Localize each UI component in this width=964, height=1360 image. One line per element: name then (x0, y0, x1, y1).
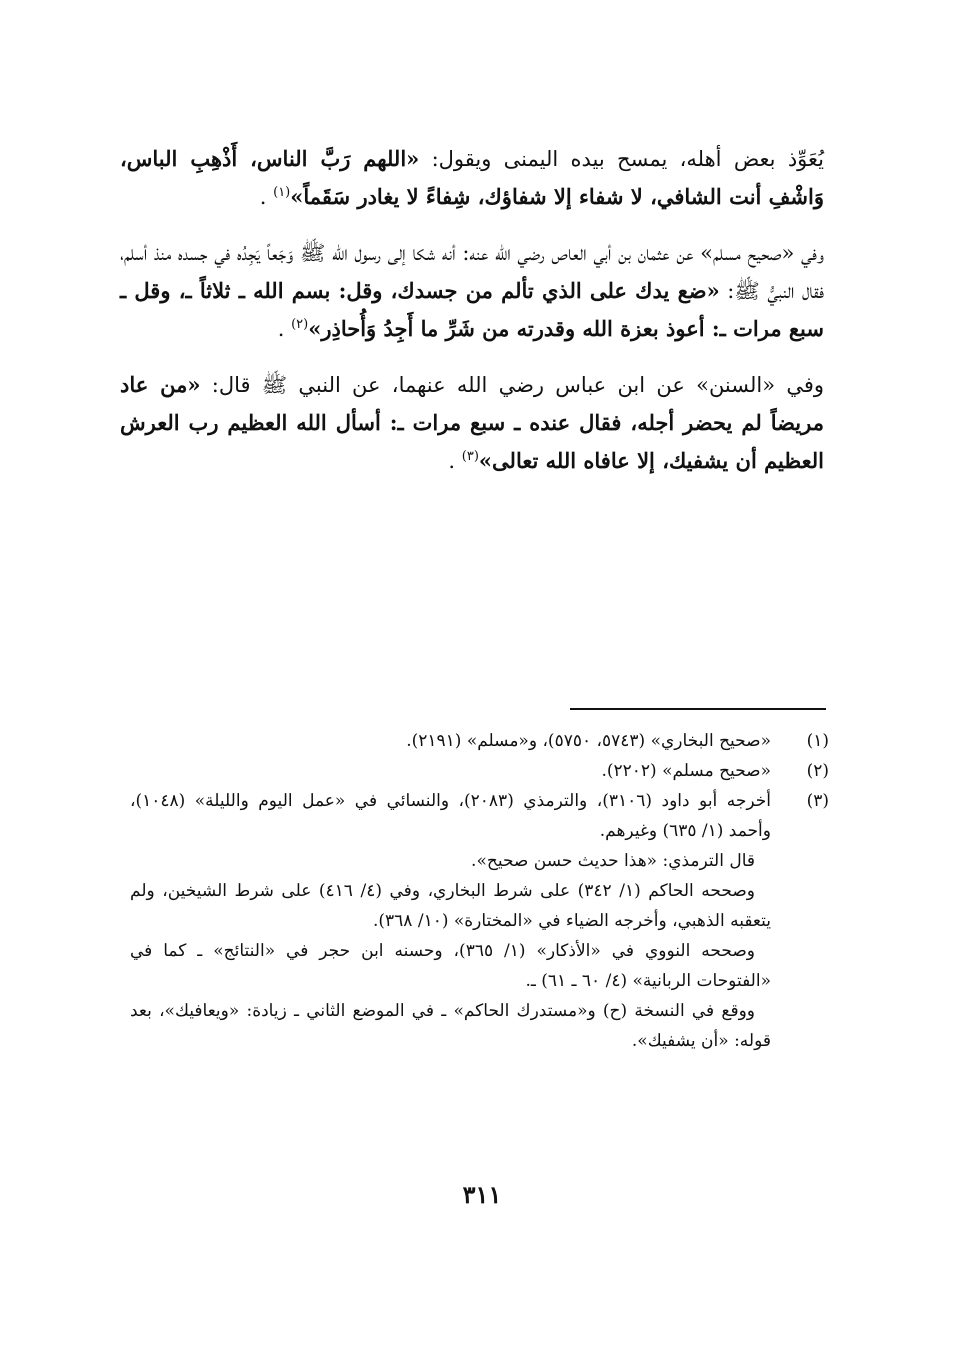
paragraph-1 (120, 140, 824, 216)
footnote-3-hakim: وصححه الحاكم (١/ ٣٤٢) على شرط البخاري، وفي (٤/ ٤١٦) على شرط الشيخين، ولم يتعقبه الذهبي، وأخرجه الضياء في «المختارة» (١٠/ ٣٦٨). (130, 881, 771, 931)
footnote-text: «صحيح مسلم» (٢٢٠٢). (601, 761, 771, 781)
footnote-text: «صحيح البخاري» (٥٧٤٣، ٥٧٥٠)، و«مسلم» (٢١٩١). (406, 731, 771, 751)
paragraph-1-quote: «اللهم رَبَّ الناس، أَذْهِبِ الباس، وَاشْفِ أنت الشافي، لا شفاء إلا شفاؤك، شِفاءً لا يغادر سَقَماً» (120, 146, 824, 209)
footnote-3-nawawi: وصححه النووي في «الأذكار» (١/ ٣٦٥)، وحسنه ابن حجر في «النتائج» ـ كما في «الفتوحات الربانية» (٤/ ٦٠ ـ ٦١) ـ. (130, 941, 771, 991)
paragraph-3-end: . (448, 449, 462, 473)
paragraph-1-end: . (259, 185, 274, 209)
main-text (120, 140, 824, 498)
paragraph-3-quote: «من عاد مريضاً لم يحضر أجله، فقال عنده ـ سبع مرات ـ: أسأل الله العظيم رب العرش العظيم أن يشفيك، إلا عافاه الله تعالى» (120, 372, 824, 473)
paragraph-3 (120, 366, 824, 480)
footnote-2 (130, 756, 829, 786)
footnote-1 (130, 726, 829, 756)
footnote-ref-2: (٢) (291, 317, 309, 332)
footnote-number: (٣) (806, 791, 829, 811)
footnote-ref-3: (٣) (461, 449, 479, 464)
footnote-3-variant: ووقع في النسخة (ح) و«مستدرك الحاكم» ـ في الموضع الثاني ـ زيادة: «ويعافيك»، بعد قوله: «أن يشفيك». (130, 1001, 771, 1051)
paragraph-2-quote: «ضع يدك على الذي تألم من جسدك، وقل: بسم الله ـ ثلاثاً ـ، وقل ـ سبع مرات ـ: أعوذ بعزة الله وقدرته من شَرِّ ما أَجِدُ وَأُحاذِر» (120, 278, 824, 341)
paragraph-3-text: وفي «السنن» عن ابن عباس رضي الله عنهما، عن النبي ﷺ قال: (200, 373, 825, 397)
footnotes (130, 726, 829, 1056)
paragraph-2-text: وفي «صحيح مسلم» عن عثمان بن أبي العاص رضي الله عنه: أنه شكا إلى رسول الله ﷺ وَجَعاً يَجِدُه في جسده منذ أسلم، فقال النبيُّ ﷺ: (120, 241, 824, 303)
footnote-ref-1: (١) (273, 185, 291, 200)
footnote-3 (130, 786, 829, 846)
footnote-text: أخرجه أبو داود (٣١٠٦)، والترمذي (٢٠٨٣)، والنسائي في «عمل اليوم والليلة» (١٠٤٨)، وأحمد (١/ ٦٣٥) وغيرهم. (130, 791, 771, 841)
footnote-3-tirmidhi: قال الترمذي: «هذا حديث حسن صحيح». (471, 851, 755, 871)
footnote-divider (570, 708, 826, 710)
footnote-number: (٢) (806, 761, 829, 781)
paragraph-2-end: . (277, 317, 292, 341)
footnote-number: (١) (806, 731, 829, 751)
paragraph-2 (120, 234, 824, 348)
paragraph-1-text: يُعَوِّذ بعض أهله، يمسح بيده اليمنى ويقول: (419, 147, 825, 171)
page-number: ٣١١ (462, 1180, 502, 1209)
